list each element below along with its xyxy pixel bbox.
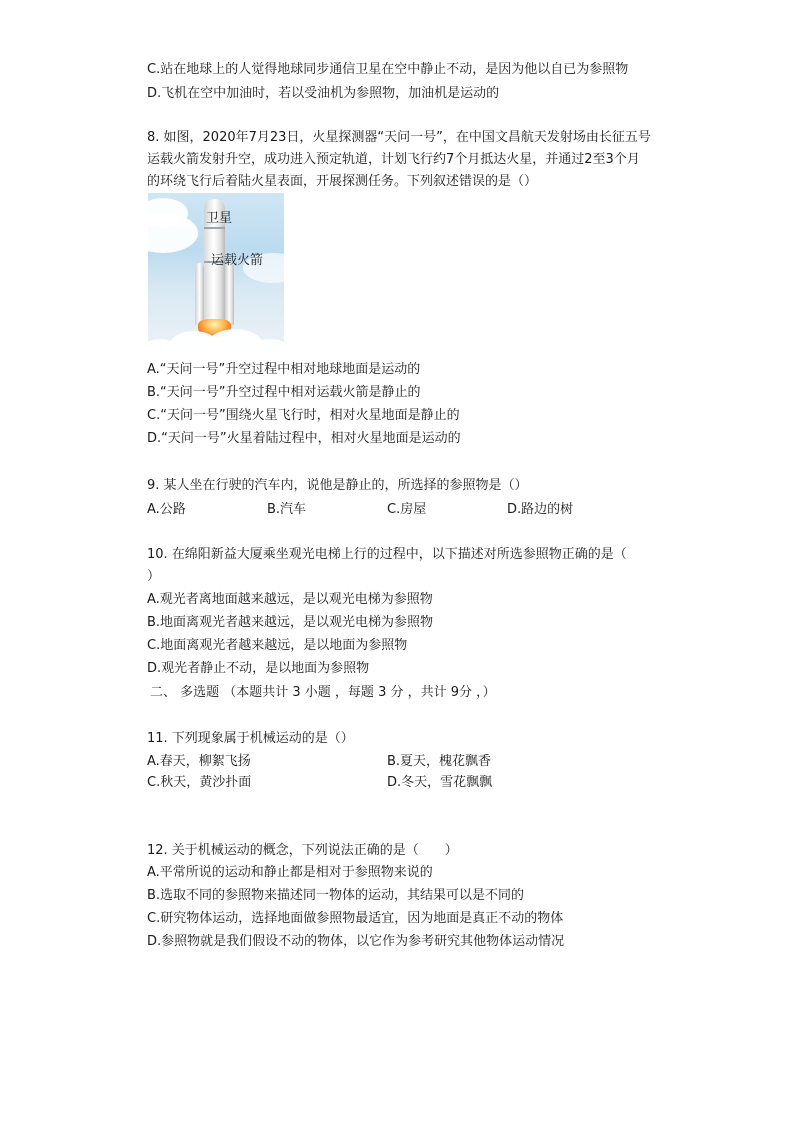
figure-label-satellite: 卫星	[206, 211, 233, 226]
q8-stem-line1: 8. 如图，2020年7月23日，火星探测器“天问一号”，在中国文昌航天发射场由长征五号	[147, 130, 651, 145]
q7-option-c: C.站在地球上的人觉得地球同步通信卫星在空中静止不动，是因为他以自已为参照物	[147, 62, 629, 77]
q7-option-d: D.飞机在空中加油时，若以受油机为参照物，加油机是运动的	[147, 86, 500, 101]
q12-option-d: D.参照物就是我们假设不动的物体，以它作为参考研究其他物体运动情况	[147, 934, 565, 949]
q11-option-a: A.春天，柳絮飞扬	[147, 754, 251, 769]
q9-option-d: D.路边的树	[507, 502, 574, 517]
q8-option-a: A.“天问一号”升空过程中相对地球地面是运动的	[147, 362, 421, 377]
rocket-launch-image	[148, 193, 284, 355]
q9-option-b: B.汽车	[267, 502, 307, 517]
q8-stem-line2: 运载火箭发射升空，成功进入预定轨道，计划飞行约7个月抵达火星，并通过2至3个月	[147, 152, 640, 167]
q10-option-c: C.地面离观光者越来越远，是以地面为参照物	[147, 638, 408, 653]
rocket-booster-right	[225, 263, 234, 325]
q12-option-c: C.研究物体运动，选择地面做参照物最适宜，因为地面是真正不动的物体	[147, 911, 564, 926]
q12-option-b: B.选取不同的参照物来描述同一物体的运动，其结果可以是不同的	[147, 888, 525, 903]
rocket-booster-left	[195, 263, 204, 325]
q10-option-d: D.观光者静止不动，是以地面为参照物	[147, 661, 370, 676]
q11-option-b: B.夏天，槐花飘香	[387, 754, 492, 769]
section-title: 二、 多选题 （本题共计 3 小题 ，每题 3 分 ，共计 9分 ，）	[150, 685, 496, 700]
q8-option-d: D.“天问一号”火星着陆过程中，相对火星地面是运动的	[147, 431, 461, 446]
q9-option-c: C.房屋	[387, 502, 427, 517]
q10-stem-line1: 10. 在绵阳新益大厦乘坐观光电梯上行的过程中，以下描述对所选参照物正确的是（	[147, 547, 627, 562]
q9-stem: 9. 某人坐在行驶的汽车内，说他是静止的，所选择的参照物是（）	[147, 478, 528, 493]
q12-stem: 12. 关于机械运动的概念，下列说法正确的是（ ）	[147, 843, 458, 858]
q11-stem: 11. 下列现象属于机械运动的是（）	[147, 731, 354, 746]
q9-option-a: A.公路	[147, 502, 186, 517]
q8-stem-line3: 的环绕飞行后着陆火星表面，开展探测任务。下列叙述错误的是（）	[147, 174, 538, 189]
rocket-stripe	[204, 227, 225, 229]
q11-option-c: C.秋天，黄沙扑面	[147, 775, 252, 790]
q10-stem-line2: ）	[147, 569, 161, 584]
q8-option-c: C.“天问一号”围绕火星飞行时，相对火星地面是静止的	[147, 408, 460, 423]
q10-option-b: B.地面离观光者越来越远，是以观光电梯为参照物	[147, 615, 434, 630]
q12-option-a: A.平常所说的运动和静止都是相对于参照物来说的	[147, 865, 433, 880]
q8-option-b: B.“天问一号”升空过程中相对运载火箭是静止的	[147, 385, 421, 400]
rocket-core-stage	[204, 225, 225, 323]
q11-option-d: D.冬天，雪花飘飘	[387, 775, 493, 790]
q10-option-a: A.观光者离地面越来越远，是以观光电梯为参照物	[147, 592, 433, 607]
figure-label-rocket: 运载火箭	[211, 253, 264, 268]
